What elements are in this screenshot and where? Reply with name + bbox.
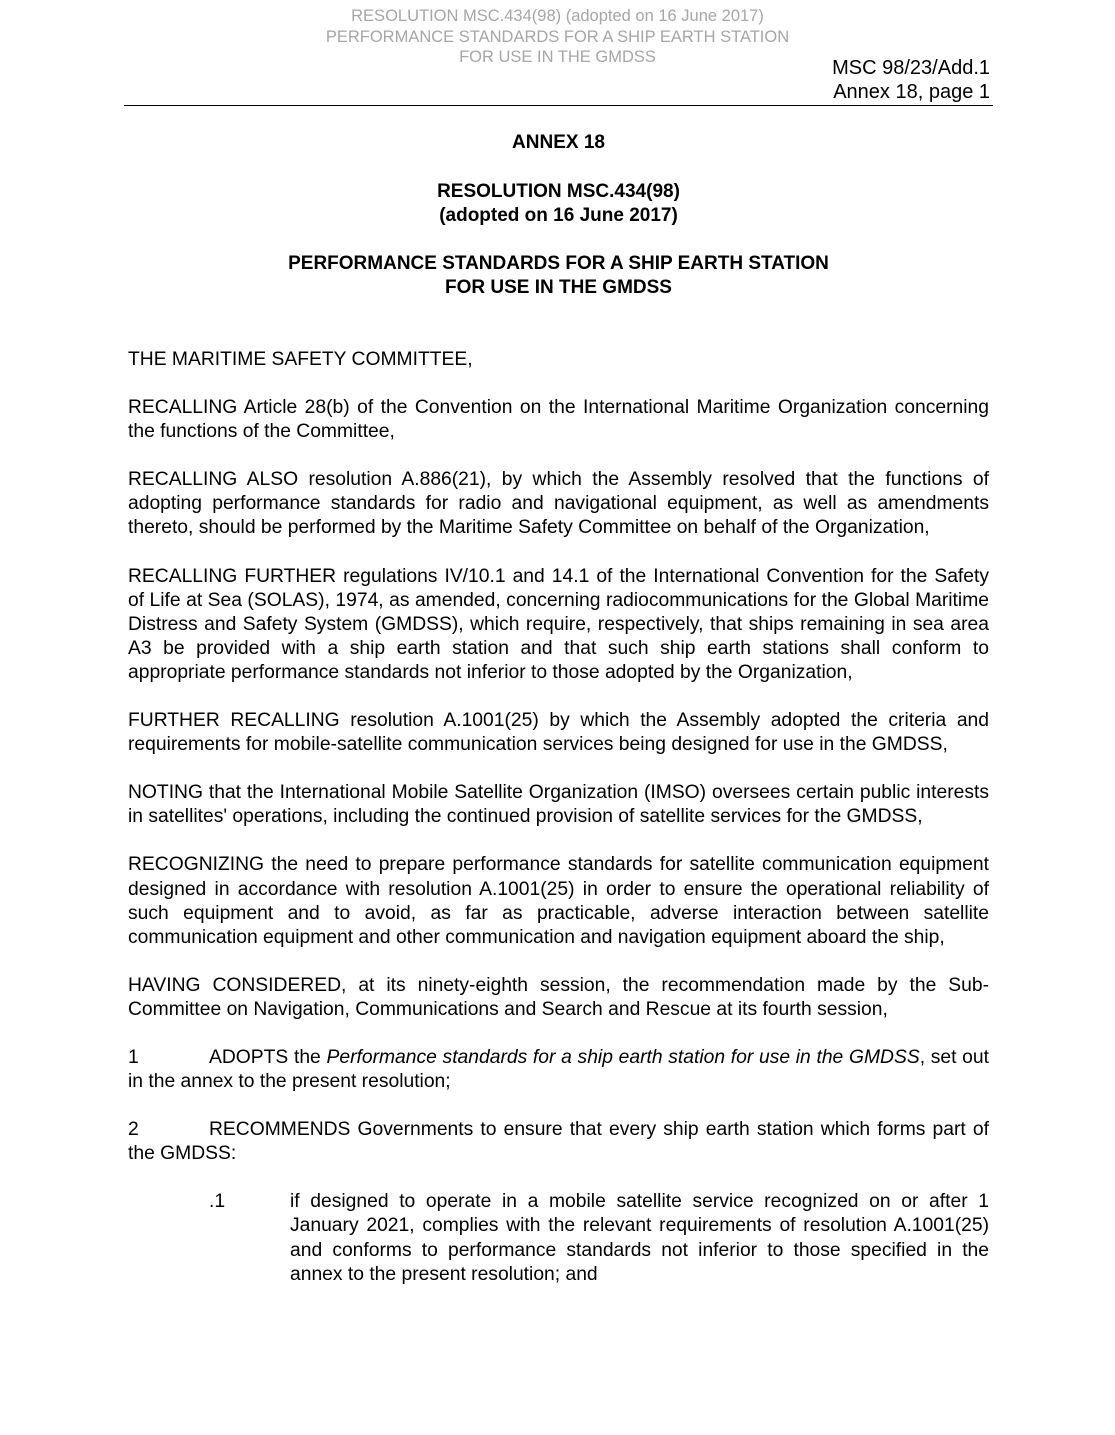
recalling-also-paragraph: RECALLING ALSO resolution A.886(21), by which the Assembly resolved that the functions of adopting performance standards for radio and navigational equipment, as well as amendments thereto, should be performed by the Maritime Safety Committee on behalf of the Organization, <box>128 469 989 539</box>
watermark-line-1: RESOLUTION MSC.434(98) (adopted on 16 June 2017) <box>351 7 764 25</box>
recognizing-paragraph: RECOGNIZING the need to prepare performance standards for satellite communication equipment designed in accordance with resolution A.1001(25) in order to ensure the operational reliability of such equipment and to avoid, as far as practicable, adverse interaction between satellite communication equipment and other communication and navigation equipment aboard the ship, <box>128 854 989 948</box>
standards-title: Performance standards for a ship earth station for use in the GMDSS <box>326 1046 920 1068</box>
resolution-body <box>128 348 989 1287</box>
resolution-heading <box>124 180 993 228</box>
recommends-text: RECOMMENDS Governments to ensure that every ship earth station which forms part of the GMDSS: <box>128 1119 989 1165</box>
paragraph-number: 2 <box>128 1119 139 1141</box>
subparagraph-label: .1 <box>209 1191 226 1213</box>
operative-paragraph-2 <box>128 1118 989 1166</box>
resolution-number: RESOLUTION MSC.434(98) <box>437 181 680 202</box>
adoption-date: (adopted on 16 June 2017) <box>439 205 678 226</box>
adopts-lead: ADOPTS the <box>209 1046 327 1068</box>
operative-paragraph-1 <box>128 1046 989 1094</box>
header-divider <box>124 105 993 106</box>
page-reference: Annex 18, page 1 <box>833 81 990 103</box>
having-considered-paragraph: HAVING CONSIDERED, at its ninety-eighth session, the recommendation made by the Sub-Committee on Navigation, Communications and Search and Rescue at its fourth session, <box>128 974 989 1020</box>
paragraph-number: 1 <box>128 1046 139 1068</box>
recalling-further-paragraph: RECALLING FURTHER regulations IV/10.1 and 14.1 of the International Convention for the Safety of Life at Sea (SOLAS), 1974, as amended, concerning radiocommunications for the Global Maritime Distress and Safety System (GMDSS), which require, respectively, that ships remaining in sea area A3 be provided with a ship earth station and that such ship earth stations shall conform to appropriate performance standards not inferior to those adopted by the Organization, <box>128 565 989 683</box>
adopts-tail: , set out in the annex to the present resolution; <box>128 1046 989 1093</box>
document-reference <box>832 56 990 104</box>
subject-line-1: PERFORMANCE STANDARDS FOR A SHIP EARTH STATION <box>288 253 829 274</box>
doc-number: MSC 98/23/Add.1 <box>832 57 990 79</box>
annex-heading: ANNEX 18 <box>512 132 605 153</box>
watermark-line-2: PERFORMANCE STANDARDS FOR A SHIP EARTH STATION <box>325 27 790 46</box>
recalling-paragraph: RECALLING Article 28(b) of the Convention on the International Maritime Organization concerning the functions of the Committee, <box>128 397 989 443</box>
subparagraph-1 <box>209 1190 989 1286</box>
further-recalling-paragraph: FURTHER RECALLING resolution A.1001(25) by which the Assembly adopted the criteria and requirements for mobile-satellite communication services being designed for use in the GMDSS, <box>128 710 989 756</box>
subject-line-2: FOR USE IN THE GMDSS <box>445 277 672 298</box>
watermark-line-3: FOR USE IN THE GMDSS <box>459 48 656 66</box>
noting-paragraph: NOTING that the International Mobile Satellite Organization (IMSO) oversees certain public interests in satellites' operations, including the continued provision of satellite services for the GMDSS, <box>128 782 989 828</box>
subject-heading <box>124 252 993 300</box>
subparagraph-text: if designed to operate in a mobile satellite service recognized on or after 1 January 2021, complies with the relevant requirements of resolution A.1001(25) and conforms to performance standards not inferior to those specified in the annex to the present resolution; and <box>290 1191 989 1285</box>
committee-line: THE MARITIME SAFETY COMMITTEE, <box>128 349 473 370</box>
